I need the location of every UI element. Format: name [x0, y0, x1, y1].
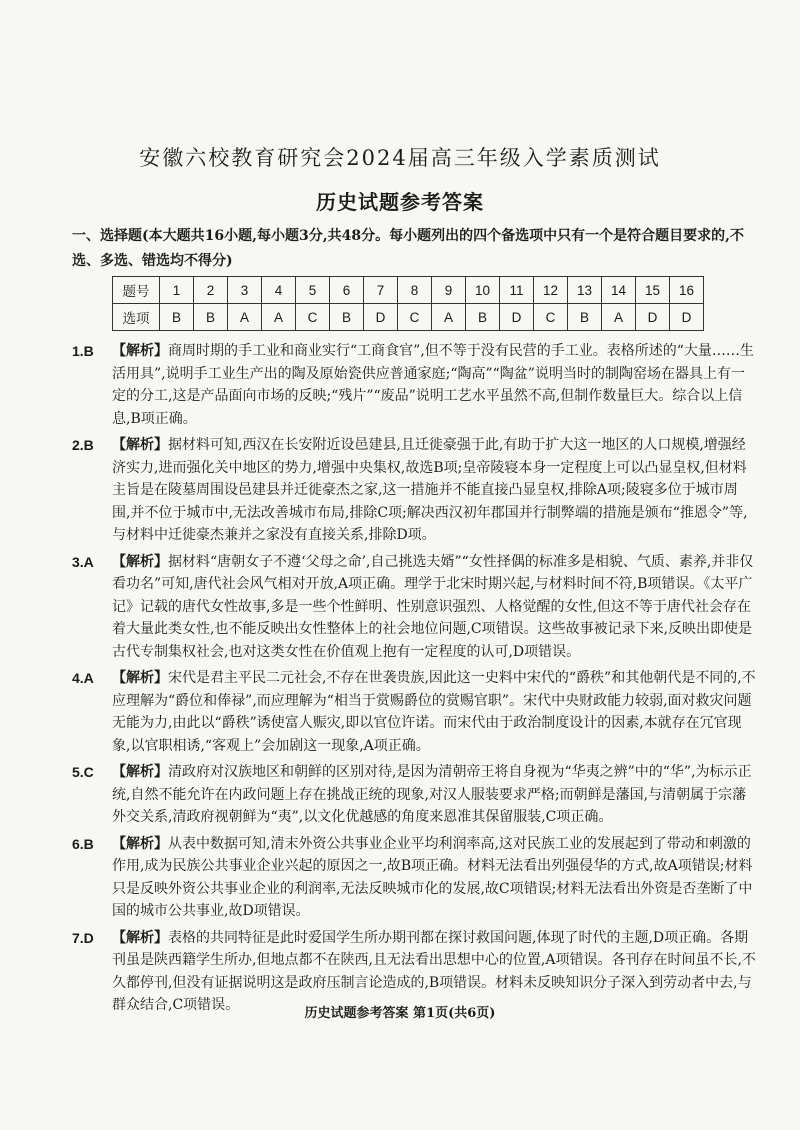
item-text: 据材料可知,西汉在长安附近设邑建县,且迁徙豪强于此,有助于扩大这一地区的人口规模,增强经济实力,进而强化关中地区的势力,增强中央集权,故选B项;皇帝陵寝本身一定程度上可以凸显皇权,但材料主旨是在陵墓周围设邑建县并迁徙豪杰之家,这一措施并不能直接凸显皇权,排除A项;陵寝多位于城市周围,并不位于城市中,无法改善城市布局,排除C项;解决西汉初年郡国并行制弊端的措施是颁布“推恩令”等,与材料中迁徙豪杰兼并之家没有直接关系,排除D项。 [112, 437, 748, 543]
question-number: 7 [364, 277, 398, 304]
item-number: 1.B [72, 343, 94, 359]
answer-option: C [398, 304, 432, 331]
item-text: 从表中数据可知,清末外资公共事业企业平均利润率高,这对民族工业的发展起到了带动和刺激的作用,成为民族公共事业企业兴起的原因之一,故B项正确。材料无法看出列强侵华的方式,故A项错误;材料只是反映外资公共事业企业的利润率,无法反映城市化的发展,故C项错误;材料无法看出外资是否垄断了中国的城市公共事业,故D项错误。 [112, 835, 753, 919]
item-tag: 【解析】 [112, 835, 168, 852]
explanation-list [72, 340, 756, 1021]
question-number: 4 [262, 277, 296, 304]
explanation-item [72, 434, 756, 547]
item-text: 据材料“唐朝女子不遵‘父母之命’,自己挑选夫婿”“女性择偶的标准多是相貌、气质、素养,并非仅看功名”可知,唐代社会风气相对开放,A项正确。理学于北宋时期兴起,与材料时间不符,B项错误。《太平广记》记载的唐代女性故事,多是一些个性鲜明、性别意识强烈、人格觉醒的女性,但这不等于唐代社会存在着大量此类女性,也不能反映出女性整体上的社会地位问题,C项错误。这些故事被记录下来,反映出即使是古代专制集权社会,也对这类女性在价值观上抱有一定程度的认可,D项错误。 [112, 553, 754, 660]
page-footer: 历史试题参考答案 第1页(共6页) [304, 1006, 496, 1021]
item-number: 3.A [72, 553, 94, 570]
explanation-item [72, 833, 756, 923]
answer-option: A [602, 304, 636, 331]
question-number: 6 [330, 277, 364, 304]
answer-option: D [670, 304, 704, 331]
item-tag: 【解析】 [112, 929, 168, 946]
explanation-item [72, 340, 756, 430]
question-number: 8 [398, 277, 432, 304]
question-number: 5 [296, 277, 330, 304]
item-tag: 【解析】 [112, 437, 168, 453]
item-text: 商周时期的手工业和商业实行“工商食官”,但不等于没有民营的手工业。表格所述的“大量……生活用具”,说明手工业生产出的陶及原始瓷供应普通家庭;“陶高”“陶盆”说明当时的制陶窑场在器具上有一定的分工,这是产品面向市场的反映;“残片”“废品”说明工艺水平虽然不高,但制作数量巨大。综合以上信息,B项正确。 [112, 343, 754, 427]
answer-table [112, 276, 704, 331]
item-text: 宋代是君主平民二元社会,不存在世袭贵族,因此这一史料中宋代的“爵秩”和其他朝代是不同的,不应理解为“爵位和俸禄”,而应理解为“相当于赏赐爵位的赏赐官职”。宋代中央财政能力较弱,面对救灾问题无能为力,由此以“爵秩”诱使富人赈灾,即以官位许诺。而宋代由于政治制度设计的因素,本就存在冗官现象,以官职相诱,“客观上”会加剧这一现象,A项正确。 [112, 670, 756, 754]
question-number: 1 [160, 277, 194, 304]
item-tag: 【解析】 [112, 764, 168, 780]
answer-option: C [296, 304, 330, 331]
answer-option: B [466, 304, 500, 331]
row-label-question: 题号 [113, 277, 160, 304]
page-title: 安徽六校教育研究会2024届高三年级入学素质测试 [139, 146, 661, 170]
page-subtitle: 历史试题参考答案 [316, 190, 484, 214]
explanation-item [72, 551, 756, 664]
explanation-item [72, 667, 756, 757]
section-heading: 一、选择题(本大题共16小题,每小题3分,共48分。每小题列出的四个备选项中只有一个是符合题目要求的,不选、多选、错选均不得分) [72, 228, 744, 269]
item-number: 7.D [72, 929, 94, 946]
item-text: 表格的共同特征是此时爱国学生所办期刊都在探讨救国问题,体现了时代的主题,D项正确。各期刊虽是陕西籍学生所办,但地点都不在陕西,且无法看出思想中心的位置,A项错误。各刊存在时间虽不长,不久都停刊,但没有证据说明这是政府压制言论造成的,B项错误。材料未反映知识分子深入到劳动者中去,与群众结合,C项错误。 [112, 929, 756, 1013]
question-number: 2 [194, 277, 228, 304]
answer-option-row [113, 304, 704, 331]
item-number: 5.C [72, 764, 94, 780]
answer-option: A [228, 304, 262, 331]
question-number: 9 [432, 277, 466, 304]
answer-option: B [194, 304, 228, 331]
question-number: 14 [602, 277, 636, 304]
row-label-option: 选项 [113, 304, 160, 331]
item-tag: 【解析】 [112, 670, 168, 686]
answer-option: B [330, 304, 364, 331]
item-number: 6.B [72, 835, 94, 852]
question-number: 10 [466, 277, 500, 304]
item-number: 4.A [72, 670, 94, 686]
explanation-item [72, 761, 756, 829]
answer-option: D [364, 304, 398, 331]
answer-option: B [160, 304, 194, 331]
question-number: 15 [636, 277, 670, 304]
question-number: 13 [568, 277, 602, 304]
answer-option: D [636, 304, 670, 331]
answer-option: B [568, 304, 602, 331]
answer-option: A [432, 304, 466, 331]
item-tag: 【解析】 [112, 553, 168, 570]
answer-option: D [500, 304, 534, 331]
item-number: 2.B [72, 437, 94, 453]
answer-option: A [262, 304, 296, 331]
question-number: 16 [670, 277, 704, 304]
question-number: 11 [500, 277, 534, 304]
item-tag: 【解析】 [112, 343, 168, 359]
item-text: 清政府对汉族地区和朝鲜的区别对待,是因为清朝帝王将自身视为“华夷之辨”中的“华”,为标示正统,自然不能允许在内政问题上存在挑战正统的现象,对汉人服装要求严格;而朝鲜是藩国,与清朝属于宗藩外交关系,清政府视朝鲜为“夷”,以文化优越感的角度来恩准其保留服装,C项正确。 [112, 764, 752, 825]
question-number: 12 [534, 277, 568, 304]
question-number: 3 [228, 277, 262, 304]
answer-option: C [534, 304, 568, 331]
question-number-row [113, 277, 704, 304]
